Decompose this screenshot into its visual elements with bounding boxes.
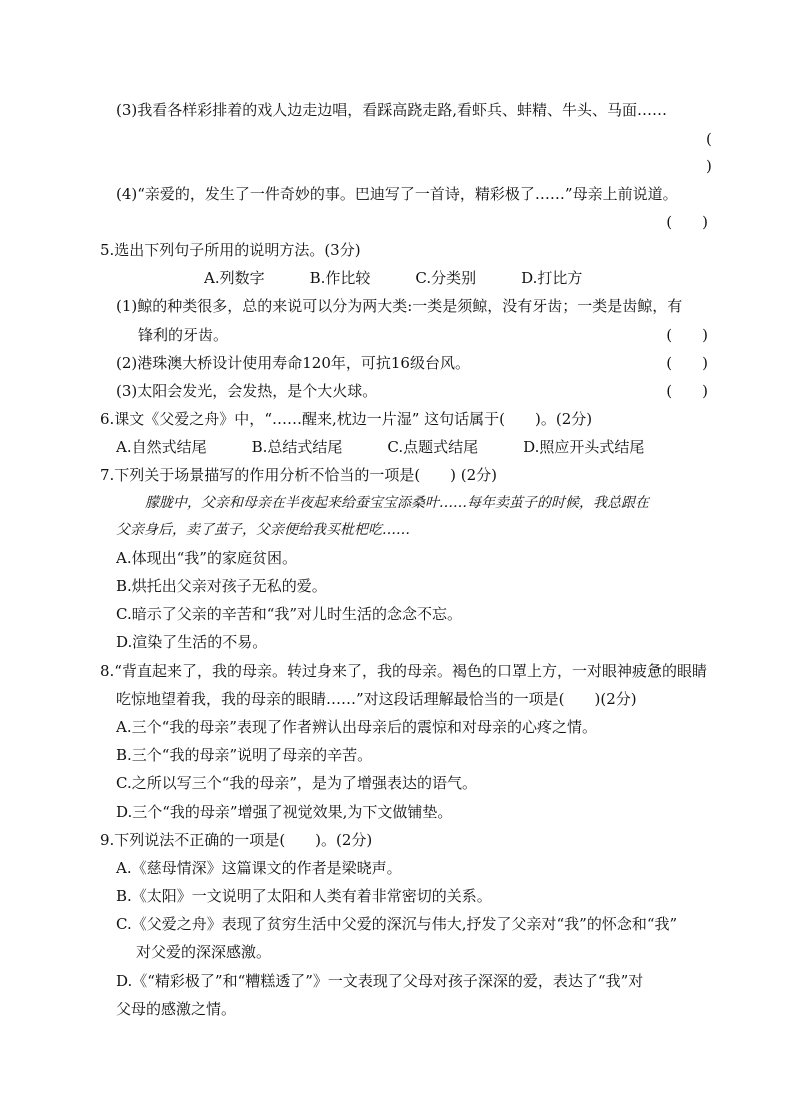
q5-sentence-3: (3)太阳会发光，会发热，是个大火球。: [116, 382, 378, 400]
q4-sentence-4: (4)“亲爱的，发生了一件奇妙的事。巴迪写了一首诗，精彩极了……”母亲上前说道。: [116, 185, 678, 203]
q7-quote: 朦胧中，父亲和母亲在半夜起来给蚕宝宝添桑叶……每年卖茧子的时候，我总跟在: [145, 495, 649, 511]
q5-sentence-1-cont: 锋利的牙齿。: [138, 326, 229, 344]
q4-s3-paren-close: ): [706, 157, 712, 175]
q9-option-c-cont: 对父爱的深深感激。: [136, 943, 272, 961]
q5-sentence-1: (1)鲸的种类很多，总的来说可以分为两大类:一类是须鲸，没有牙齿；一类是齿鲸，有: [116, 297, 683, 315]
q9-option-a: A.《慈母情深》这篇课文的作者是梁晓声。: [116, 859, 402, 877]
q9-title: 9.下列说法不正确的一项是( )。(2分): [100, 831, 373, 849]
q7-title: 7.下列关于场景描写的作用分析不恰当的一项是( ) (2分): [100, 466, 498, 484]
q8-option-c: C.之所以写三个“我的母亲”，是为了增强表达的语气。: [116, 774, 478, 792]
q5-sentence-2: (2)港珠澳大桥设计使用寿命120年，可抗16级台风。: [116, 354, 470, 372]
q5-s3-answer-paren: ( ): [666, 382, 708, 400]
q7-quote-cont: 父亲身后，卖了茧子，父亲便给我买枇杷吃……: [116, 522, 410, 538]
q6-options: A.自然式结尾 B.总结式结尾 C.点题式结尾 D.照应开头式结尾: [116, 438, 645, 456]
q7-option-b: B.烘托出父亲对孩子无私的爱。: [116, 577, 327, 595]
q5-title: 5.选出下列句子所用的说明方法。(3分): [100, 241, 361, 259]
q8-title-cont: 吃惊地望着我，我的母亲的眼睛……”对这段话理解最恰当的一项是( )(2分): [116, 690, 637, 708]
q8-option-a: A.三个“我的母亲”表现了作者辨认出母亲后的震惊和对母亲的心疼之情。: [116, 718, 597, 736]
q7-option-d: D.渲染了生活的不易。: [116, 633, 268, 651]
q8-title: 8.“背直起来了，我的母亲。转过身来了，我的母亲。褐色的口罩上方，一对眼神疲惫的眼睛: [100, 662, 707, 680]
q9-option-b: B.《太阳》一文说明了太阳和人类有着非常密切的关系。: [116, 887, 492, 905]
q7-option-a: A.体现出“我”的家庭贫困。: [116, 549, 297, 567]
q8-option-b: B.三个“我的母亲”说明了母亲的辛苦。: [116, 746, 373, 764]
q5-s1-answer-paren: ( ): [666, 326, 708, 344]
q4-s4-answer-paren: ( ): [666, 213, 708, 231]
q7-option-c: C.暗示了父亲的辛苦和“我”对儿时生活的念念不忘。: [116, 605, 463, 623]
q4-sentence-3: (3)我看各样彩排着的戏人边走边唱，看踩高跷走路,看虾兵、蚌精、牛头、马面……: [116, 101, 668, 119]
q8-option-d: D.三个“我的母亲”增强了视觉效果,为下文做铺垫。: [116, 803, 453, 821]
q5-s2-answer-paren: ( ): [666, 354, 708, 372]
q5-options: A.列数字 B.作比较 C.分类别 D.打比方: [204, 269, 583, 287]
q9-option-d: D.《“精彩极了”和“糟糕透了”》一文表现了父母对孩子深深的爱，表达了“我”对: [116, 972, 644, 990]
q9-option-d-cont: 父母的感激之情。: [116, 1000, 237, 1018]
q6-title: 6.课文《父爱之舟》中，“……醒来,枕边一片湿” 这句话属于( )。(2分): [100, 410, 593, 428]
q9-option-c: C.《父爱之舟》表现了贫穷生活中父爱的深沉与伟大,抒发了父亲对“我”的怀念和“我”: [116, 915, 678, 933]
q4-s3-paren-open: (: [706, 130, 712, 148]
